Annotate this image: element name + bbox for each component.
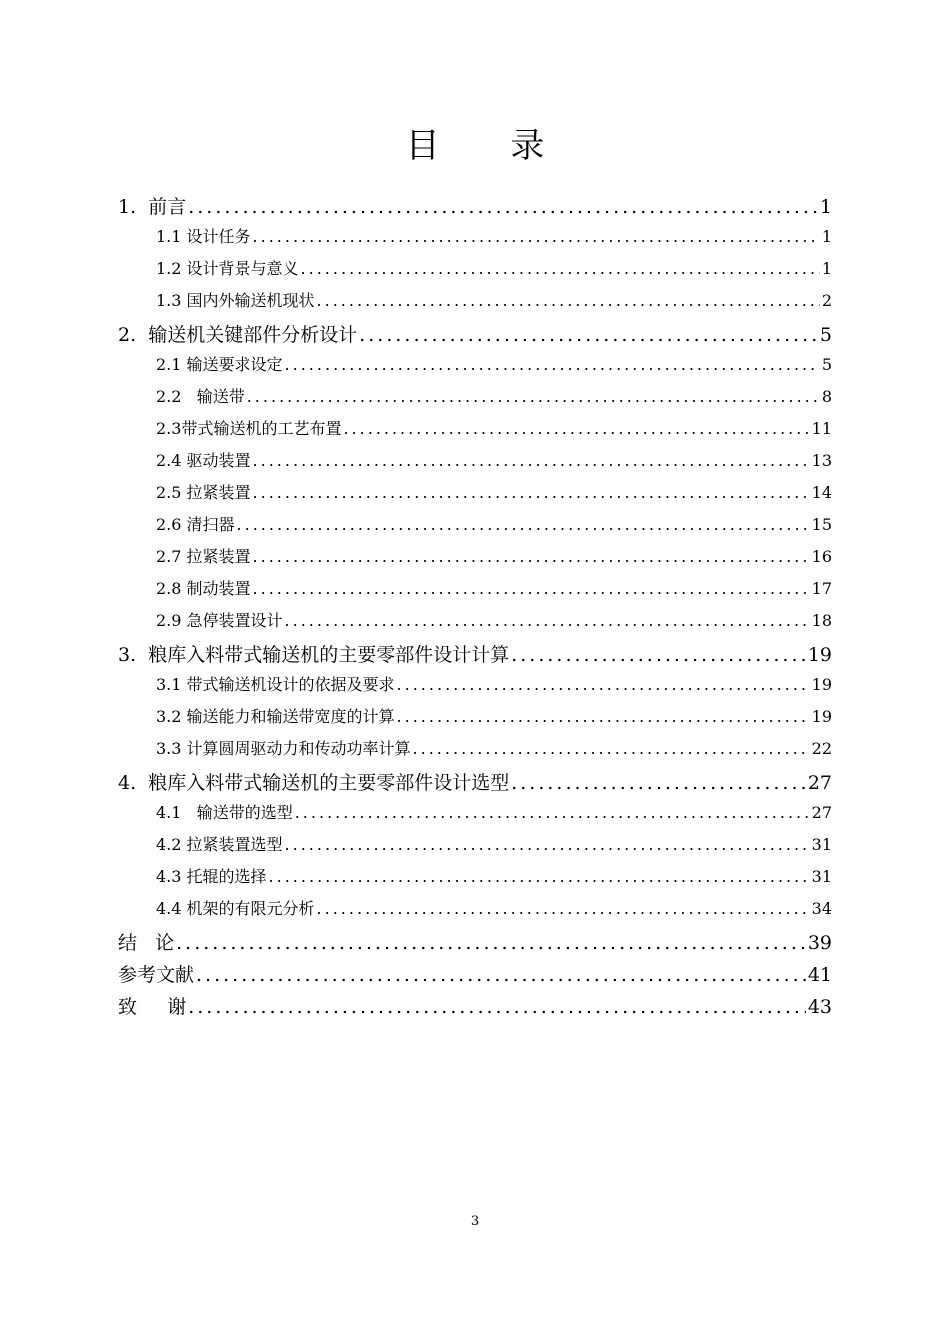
toc-entry-label: 2.4 驱动装置: [156, 451, 251, 470]
toc-entry[interactable]: [118, 320, 832, 352]
toc-entry-label: 参考文献: [118, 964, 195, 986]
toc-entry[interactable]: [118, 960, 832, 992]
dot-leader: [188, 196, 818, 218]
toc-entry[interactable]: [118, 896, 832, 928]
toc-entry[interactable]: [118, 736, 832, 768]
dot-leader: [285, 611, 810, 630]
dot-leader: [317, 291, 820, 310]
toc-entry-label: 1.3 国内外输送机现状: [156, 291, 315, 310]
toc-entry-label: 1.1 设计任务: [156, 227, 251, 246]
toc-entry-page: 31: [811, 835, 832, 854]
dot-leader: [253, 579, 810, 598]
toc-entry[interactable]: [118, 608, 832, 640]
toc-entry-page: 1: [821, 227, 832, 246]
page-number: 3: [470, 1214, 480, 1229]
toc-entry[interactable]: [118, 416, 832, 448]
toc-entry[interactable]: [118, 832, 832, 864]
toc-entry-label: 3.2 输送能力和输送带宽度的计算: [156, 707, 395, 726]
toc-entry-page: 31: [811, 867, 832, 886]
table-of-contents: [118, 192, 832, 1024]
dot-leader: [188, 996, 806, 1018]
toc-entry-page: 5: [821, 355, 832, 374]
toc-entry-label: 4.1 输送带的选型: [156, 803, 293, 822]
toc-entry-page: 19: [807, 644, 832, 666]
toc-entry-label: 4.3 托辊的选择: [156, 867, 267, 886]
toc-entry-page: 19: [811, 707, 832, 726]
dot-leader: [285, 835, 810, 854]
toc-entry-label: 致 谢: [118, 996, 187, 1018]
toc-entry-page: 11: [811, 419, 832, 438]
toc-entry-label: 2.6 清扫器: [156, 515, 235, 534]
dot-leader: [247, 387, 820, 406]
toc-entry-label: 结 论: [118, 932, 175, 954]
dot-leader: [253, 227, 820, 246]
toc-entry[interactable]: [118, 480, 832, 512]
dot-leader: [196, 964, 806, 986]
toc-entry-label: 2.5 拉紧装置: [156, 483, 251, 502]
dot-leader: [397, 675, 810, 694]
toc-entry-page: 22: [811, 739, 832, 758]
toc-entry[interactable]: [118, 768, 832, 800]
toc-entry[interactable]: [118, 928, 832, 960]
toc-entry[interactable]: [118, 640, 832, 672]
toc-entry-page: 17: [811, 579, 832, 598]
toc-entry[interactable]: [118, 512, 832, 544]
dot-leader: [359, 324, 818, 346]
toc-entry-label: 2.1 输送要求设定: [156, 355, 283, 374]
toc-entry[interactable]: [118, 192, 832, 224]
toc-entry-label: 2. 输送机关键部件分析设计: [118, 324, 358, 346]
dot-leader: [176, 932, 806, 954]
toc-entry[interactable]: [118, 704, 832, 736]
toc-entry-page: 13: [811, 451, 832, 470]
toc-entry-label: 2.8 制动装置: [156, 579, 251, 598]
toc-entry-page: 43: [807, 996, 832, 1018]
toc-entry-page: 5: [819, 324, 832, 346]
dot-leader: [269, 867, 810, 886]
toc-entry-page: 41: [807, 964, 832, 986]
dot-leader: [253, 451, 810, 470]
toc-entry[interactable]: [118, 384, 832, 416]
toc-entry[interactable]: [118, 992, 832, 1024]
toc-entry-page: 18: [811, 611, 832, 630]
toc-entry-label: 1.2 设计背景与意义: [156, 259, 299, 278]
toc-entry-page: 39: [807, 932, 832, 954]
dot-leader: [413, 739, 810, 758]
toc-entry[interactable]: [118, 256, 832, 288]
toc-entry[interactable]: [118, 576, 832, 608]
toc-entry[interactable]: [118, 864, 832, 896]
toc-entry-label: 2.3带式输送机的工艺布置: [156, 419, 342, 438]
toc-entry-page: 1: [821, 259, 832, 278]
toc-entry-page: 15: [811, 515, 832, 534]
toc-entry-page: 8: [821, 387, 832, 406]
toc-entry-label: 4.2 拉紧装置选型: [156, 835, 283, 854]
toc-entry-label: 3. 粮库入料带式输送机的主要零部件设计计算: [118, 644, 510, 666]
toc-entry[interactable]: [118, 448, 832, 480]
toc-entry[interactable]: [118, 224, 832, 256]
toc-entry-page: 34: [811, 899, 832, 918]
dot-leader: [317, 899, 810, 918]
toc-entry-label: 4.4 机架的有限元分析: [156, 899, 315, 918]
dot-leader: [397, 707, 810, 726]
toc-entry-page: 14: [811, 483, 832, 502]
toc-entry-label: 1. 前言: [118, 196, 187, 218]
toc-entry-label: 3.1 带式输送机设计的依据及要求: [156, 675, 395, 694]
toc-entry-label: 2.2 输送带: [156, 387, 245, 406]
toc-entry-page: 1: [819, 196, 832, 218]
toc-entry[interactable]: [118, 800, 832, 832]
toc-entry-page: 27: [811, 803, 832, 822]
dot-leader: [295, 803, 810, 822]
toc-entry-page: 19: [811, 675, 832, 694]
toc-entry-label: 2.9 急停装置设计: [156, 611, 283, 630]
dot-leader: [511, 644, 806, 666]
dot-leader: [253, 483, 810, 502]
toc-entry[interactable]: [118, 352, 832, 384]
toc-entry-page: 16: [811, 547, 832, 566]
toc-entry[interactable]: [118, 672, 832, 704]
dot-leader: [285, 355, 820, 374]
dot-leader: [301, 259, 820, 278]
dot-leader: [343, 419, 809, 438]
toc-entry[interactable]: [118, 288, 832, 320]
dot-leader: [237, 515, 810, 534]
page-title: 目 录: [405, 126, 575, 166]
toc-entry-label: 2.7 拉紧装置: [156, 547, 251, 566]
toc-entry-label: 4. 粮库入料带式输送机的主要零部件设计选型: [118, 772, 510, 794]
toc-entry-page: 27: [807, 772, 832, 794]
dot-leader: [253, 547, 810, 566]
toc-entry-label: 3.3 计算圆周驱动力和传动功率计算: [156, 739, 411, 758]
toc-entry-page: 2: [821, 291, 832, 310]
toc-entry[interactable]: [118, 544, 832, 576]
dot-leader: [511, 772, 806, 794]
